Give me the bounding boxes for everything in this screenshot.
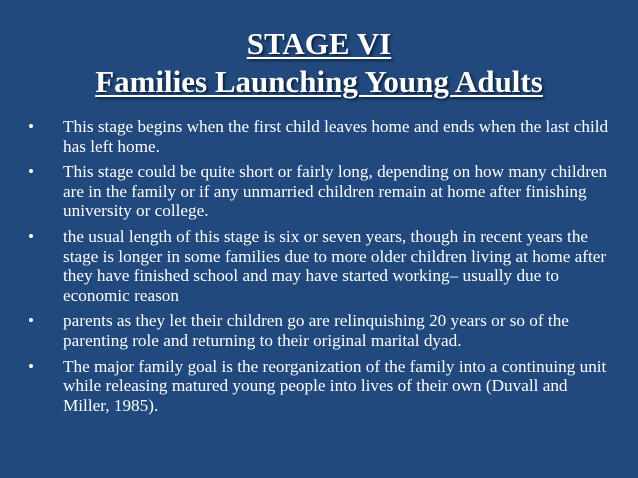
bullet-item (24, 117, 614, 156)
bullet-text: This stage could be quite short or fairly long, depending on how many children are in the family or if any unmarried children remain at home after finishing university or college. (63, 162, 608, 221)
slide-subtitle: Families Launching Young Adults (95, 64, 543, 99)
bullet-item (24, 357, 614, 416)
bullet-item (24, 162, 614, 221)
bullet-text: The major family goal is the reorganization of the family into a continuing unit while releasing matured young people into lives of their own (Duvall and Miller, 1985). (63, 356, 607, 415)
bullet-item (24, 311, 614, 350)
bullet-dot-icon: • (28, 356, 35, 376)
slide-title: STAGE VI (246, 26, 392, 61)
bullet-dot-icon: • (28, 162, 35, 182)
bullet-list (24, 117, 614, 421)
bullet-dot-icon: • (28, 311, 35, 331)
bullet-text: the usual length of this stage is six or seven years, though in recent years the stage is longer in some families due to more older children living at home after they have finished school and may have started working– usually due to economic reason (63, 226, 607, 305)
bullet-dot-icon: • (28, 117, 35, 136)
bullet-text: parents as they let their children go are relinquishing 20 years or so of the parenting role and returning to their original marital dyad. (63, 311, 569, 350)
bullet-dot-icon: • (28, 226, 35, 246)
bullet-text: This stage begins when the first child leaves home and ends when the last child has left home. (63, 117, 609, 156)
bullet-item (24, 227, 614, 305)
